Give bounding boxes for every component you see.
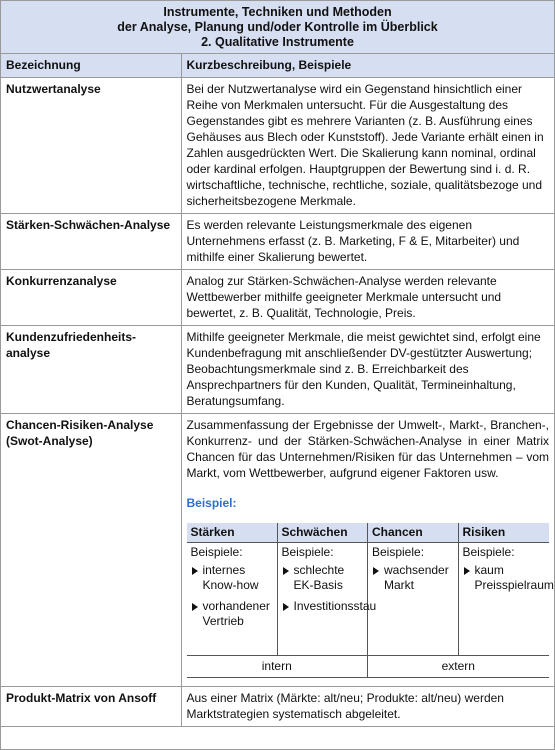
swot-body-row: [187, 543, 549, 656]
row-description: Es werden relevante Leistungsmerkmale des eigenen Unternehmens erfasst (z. B. Marketing, F & E, Mitarbeiter) und mithilfe einer Skalierung bewertet.: [181, 214, 554, 270]
instruments-table: [1, 54, 554, 727]
list-item: wachsender Markt: [372, 563, 454, 593]
row-description: Zusammenfassung der Ergebnisse der Umwelt-, Markt-, Branchen-, Konkurrenz- und der Stärken-Schwächen-Analyse in einer Matrix Chancen für das Unternehmen/Risiken für das Unternehmen – vom Markt, vom Wettbewerber, aufgrund eigener Faktoren usw.: [186, 418, 549, 480]
title-line-3: 2. Qualitative Instrumente: [201, 35, 354, 49]
table-row: [1, 326, 554, 414]
swot-cell-risiken: [458, 543, 554, 656]
swot-header-row: [187, 523, 549, 543]
swot-header-chancen: Chancen: [368, 523, 459, 543]
beispiel-label: Beispiel:: [186, 496, 237, 510]
swot-footer-extern: extern: [368, 656, 549, 678]
row-name: Nutzwertanalyse: [1, 78, 181, 214]
row-name: Stärken-Schwächen-Analyse: [1, 214, 181, 270]
list-item: internes Know-how: [191, 563, 273, 593]
table-row: [1, 270, 554, 326]
swot-header-risiken: Risiken: [458, 523, 549, 543]
swot-list: [282, 563, 377, 614]
swot-list: [463, 563, 554, 593]
swot-header-staerken: Stärken: [187, 523, 278, 543]
swot-cell-label: Beispiele:: [462, 545, 515, 559]
swot-cell-label: Beispiele:: [190, 545, 243, 559]
header-description: Kurzbeschreibung, Beispiele: [181, 54, 554, 78]
list-item: schlechte EK-Basis: [282, 563, 364, 593]
title-line-1: Instrumente, Techniken und Methoden: [163, 5, 392, 19]
row-description-cell: [181, 414, 554, 687]
row-name: Konkurrenzanalyse: [1, 270, 181, 326]
swot-cell-label: Beispiele:: [281, 545, 334, 559]
swot-cell-label: Beispiele:: [372, 545, 425, 559]
document-title: [1, 1, 554, 54]
title-line-2: der Analyse, Planung und/oder Kontrolle im Überblick: [117, 20, 438, 34]
row-name: Produkt-Matrix von Ansoff: [1, 687, 181, 727]
swot-footer-intern: intern: [187, 656, 368, 678]
swot-list: [372, 563, 454, 593]
swot-list: [191, 563, 273, 629]
swot-cell-staerken: [187, 543, 278, 656]
row-description: Bei der Nutzwertanalyse wird ein Gegenstand hinsichtlich einer Reihe von Merkmalen untersucht. Für die Ausgestaltung des Gegenstandes gibt es mehrere Varianten (z. B. Ausführung eines Gehäuses aus Blech oder Kunststoff). Jede Variante erhält einen in Zahlen ausgedrückten Wert. Die Skalierung kann nominal, ordinal oder kardinal erfolgen. Hauptgruppen der Bewertung sind i. d. R. wirtschaftliche, technische, rechtliche, soziale, qualitätsbezoge und sicherheitsbezogene Merkmale.: [181, 78, 554, 214]
table-row: [1, 78, 554, 214]
row-description: Analog zur Stärken-Schwächen-Analyse werden relevante Wettbewerber mithilfe geeigneter Merkmale untersucht und bewertet, z. B. Qualität, Technologie, Preis.: [181, 270, 554, 326]
row-description: Aus einer Matrix (Märkte: alt/neu; Produkte: alt/neu) werden Marktstrategien systematisch abgeleitet.: [181, 687, 554, 727]
swot-cell-chancen: [368, 543, 459, 656]
swot-footer-row: [187, 656, 549, 678]
table-row: [1, 414, 554, 687]
table-row: [1, 214, 554, 270]
row-name: Chancen-Risiken-Analyse (Swot-Analyse): [1, 414, 181, 687]
swot-cell-schwaechen: [277, 543, 377, 656]
list-item: vorhandener Vertrieb: [191, 599, 273, 629]
row-name: Kundenzufriedenheits-analyse: [1, 326, 181, 414]
header-name: Bezeichnung: [1, 54, 181, 78]
table-row: [1, 687, 554, 727]
swot-table: [187, 523, 554, 678]
list-item: Investitionsstau: [282, 599, 364, 614]
swot-header-schwaechen: Schwächen: [277, 523, 368, 543]
table-header-row: [1, 54, 554, 78]
row-description: Mithilfe geeigneter Merkmale, die meist gewichtet sind, erfolgt eine Kundenbefragung mit anschließender DV-gestützter Auswertung; Beobachtungsmerkmale sind z. B. Erreichbarkeit des Ansprechpartners für den Kunden, Qualität, Termineinhaltung, Beratungsumfang.: [181, 326, 554, 414]
list-item: kaum Preisspielraum: [463, 563, 545, 593]
